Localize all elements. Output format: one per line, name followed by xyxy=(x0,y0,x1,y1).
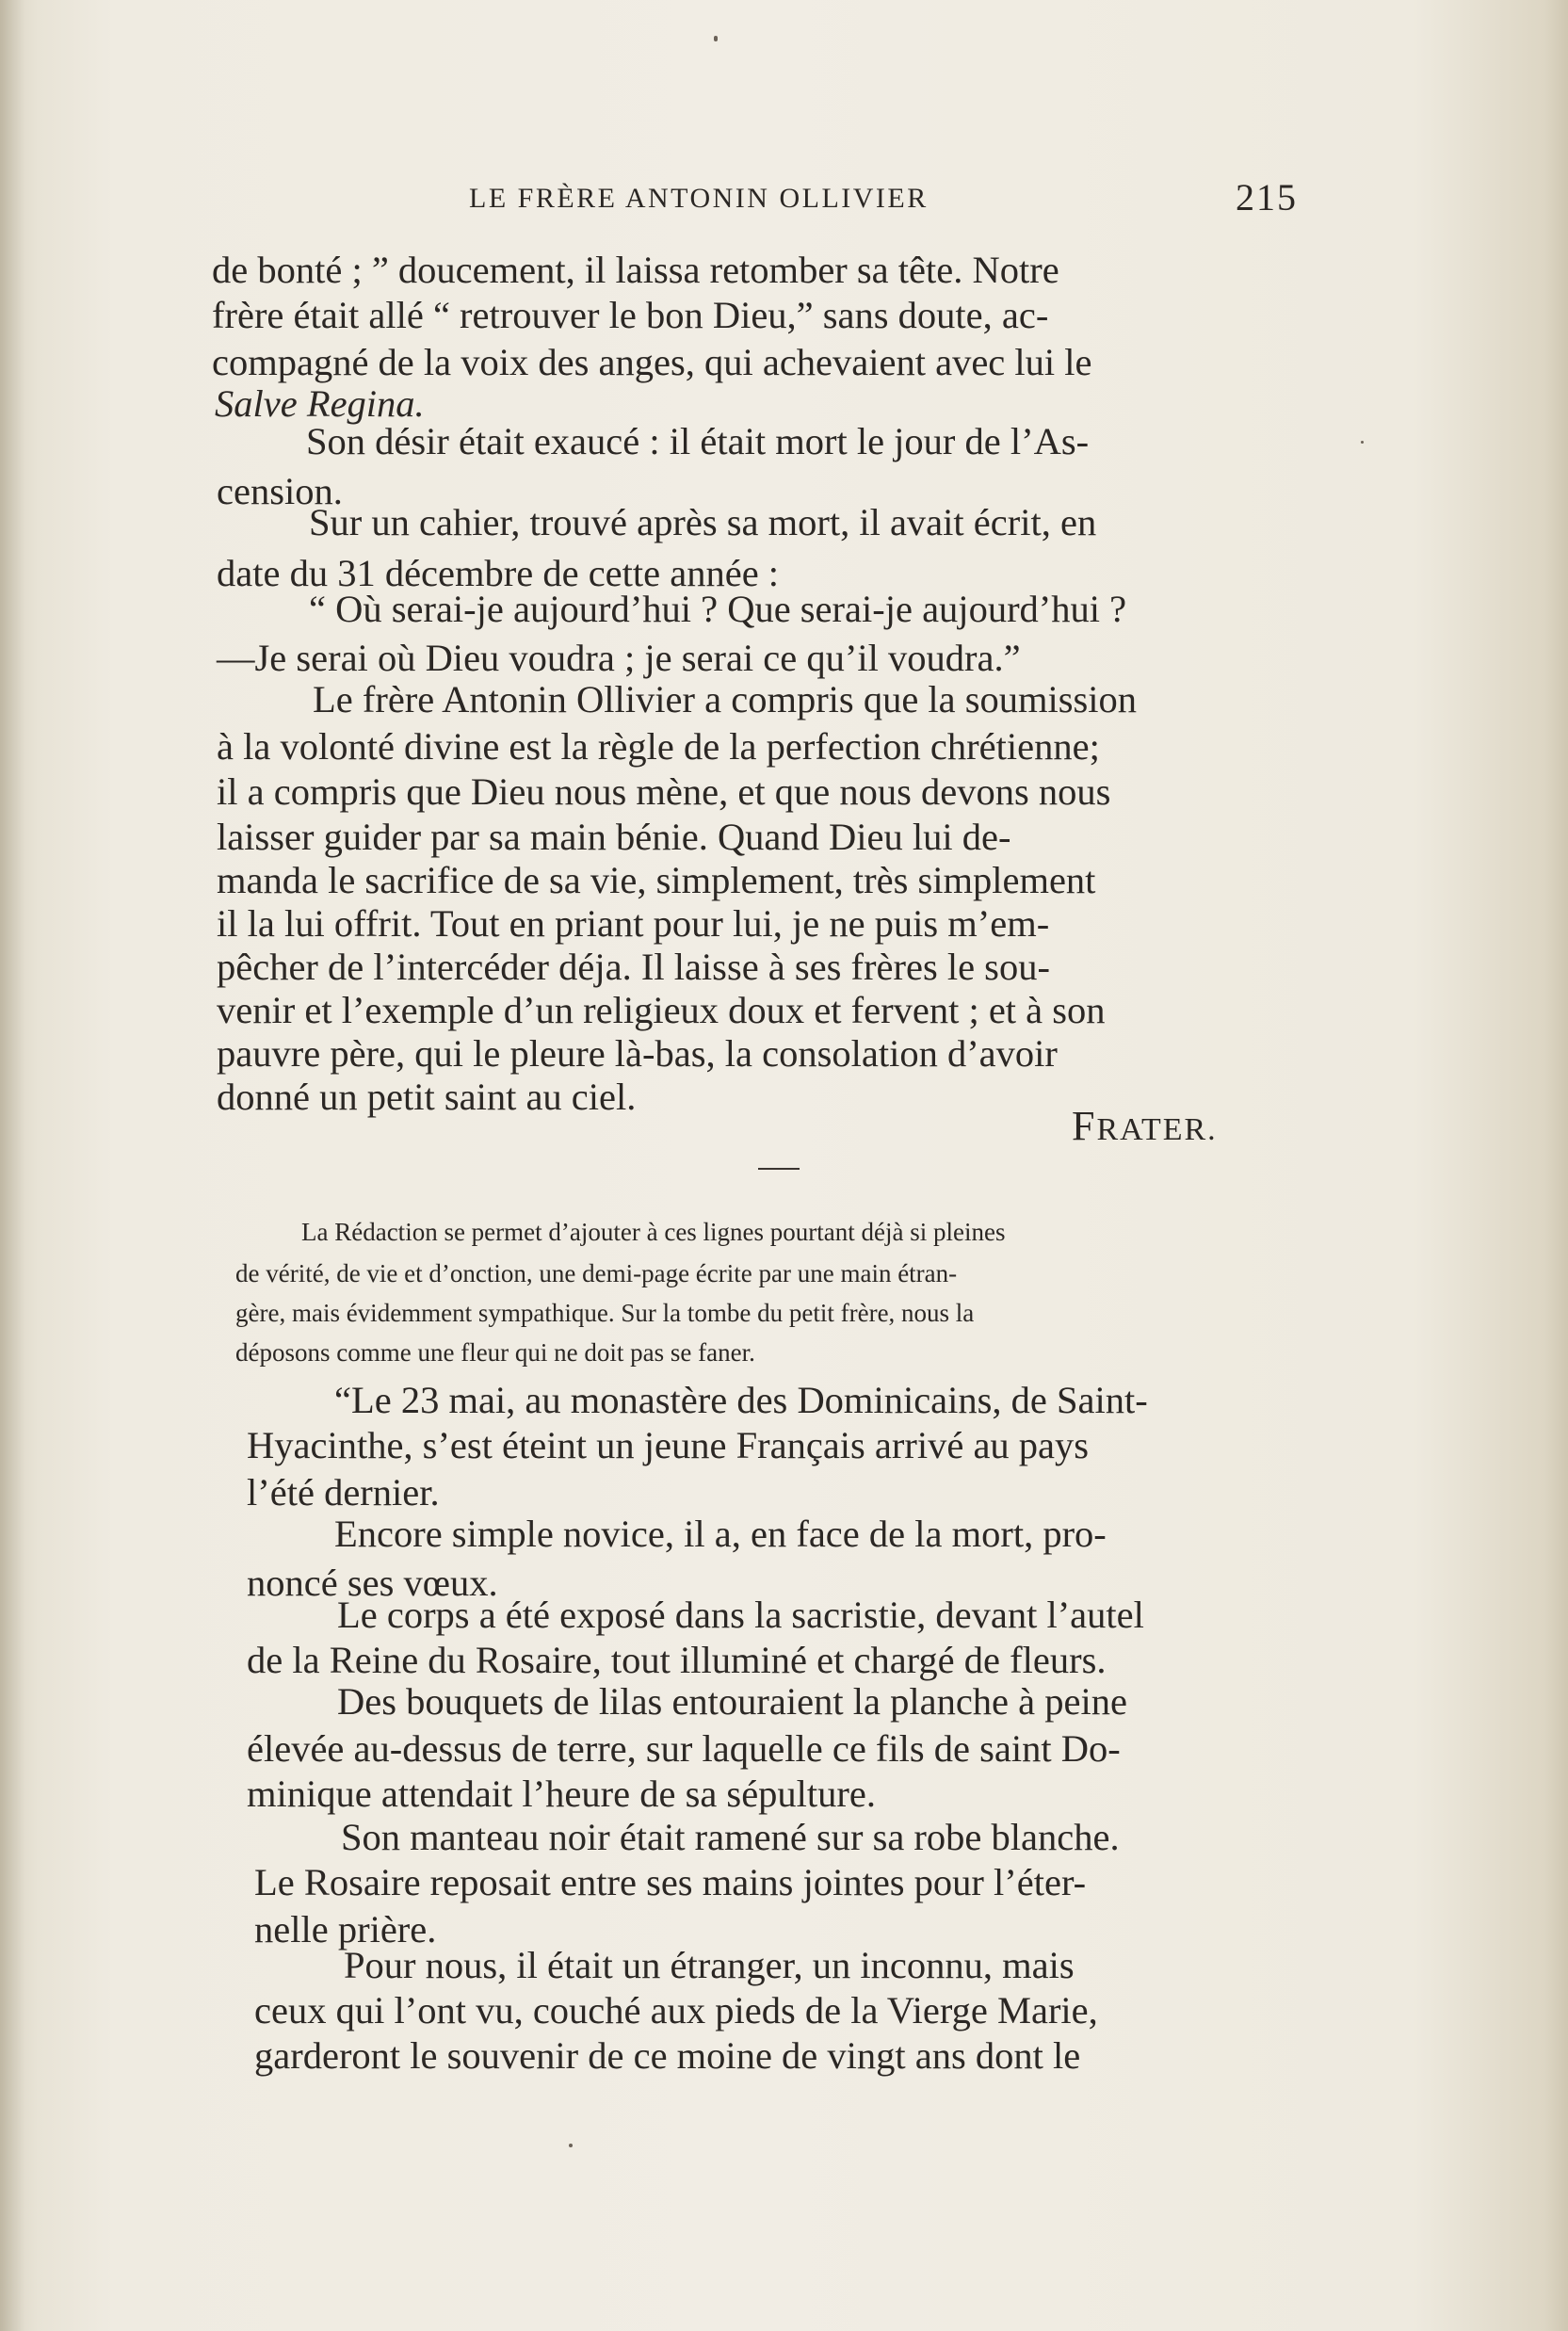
section-divider xyxy=(758,1168,800,1170)
editor-note-line: La Rédaction se permet d’ajouter à ces lignes pourtant déjà si pleines xyxy=(301,1218,1006,1246)
text-line: —Je serai où Dieu voudra ; je serai ce qu’il voudra.” xyxy=(217,637,1021,679)
paper-speck xyxy=(714,36,718,41)
text-line: compagné de la voix des anges, qui achevaient avec lui le xyxy=(212,341,1092,383)
quote-line: Pour nous, il était un étranger, un inconnu, mais xyxy=(344,1944,1075,1986)
page-header xyxy=(469,175,1298,222)
quote-line: élevée au-dessus de terre, sur laquelle ce fils de saint Do- xyxy=(247,1727,1121,1770)
quote-line: Le corps a été exposé dans la sacristie, devant l’autel xyxy=(337,1594,1144,1636)
quote-line: l’été dernier. xyxy=(247,1471,440,1514)
text-line: venir et l’exemple d’un religieux doux et fervent ; et à son xyxy=(217,989,1106,1031)
quote-line: Le Rosaire reposait entre ses mains jointes pour l’éter- xyxy=(254,1861,1087,1903)
page-gutter-shadow xyxy=(0,0,24,2331)
text-line: il a compris que Dieu nous mène, et que nous devons nous xyxy=(217,770,1111,813)
editor-note-line: déposons comme une fleur qui ne doit pas se faner. xyxy=(235,1338,755,1367)
text-line: laisser guider par sa main bénie. Quand Dieu lui de- xyxy=(217,816,1011,858)
running-title: LE FRÈRE ANTONIN OLLIVIER xyxy=(469,183,929,214)
quote-line: nelle prière. xyxy=(254,1908,437,1951)
text-line: “ Où serai-je aujourd’hui ? Que serai-je aujourd’hui ? xyxy=(309,588,1127,630)
text-line: manda le sacrifice de sa vie, simplement, très simplement xyxy=(217,859,1096,901)
signature-rest: RATER. xyxy=(1096,1112,1218,1147)
quote-line: Des bouquets de lilas entouraient la planche à peine xyxy=(337,1680,1127,1723)
editor-note-line: de vérité, de vie et d’onction, une demi-page écrite par une main étran- xyxy=(235,1259,958,1287)
quote-line: Son manteau noir était ramené sur sa robe blanche. xyxy=(341,1816,1120,1858)
quote-line: “Le 23 mai, au monastère des Dominicains, de Saint- xyxy=(334,1379,1148,1421)
text-line: à la volonté divine est la règle de la perfection chrétienne; xyxy=(217,725,1100,768)
text-line: cension. xyxy=(217,470,343,512)
quote-line: ceux qui l’ont vu, couché aux pieds de la Vierge Marie, xyxy=(254,1989,1098,2032)
quote-line: noncé ses vœux. xyxy=(247,1562,498,1604)
text-line: frère était allé “ retrouver le bon Dieu,” sans doute, ac- xyxy=(212,294,1049,336)
text-line: date du 31 décembre de cette année : xyxy=(217,552,780,594)
paper-speck xyxy=(569,2144,573,2147)
signature-initial: F xyxy=(1072,1103,1097,1149)
paper-speck xyxy=(1361,441,1364,444)
text-line: Son désir était exaucé : il était mort le jour de l’As- xyxy=(306,420,1090,462)
page-number: 215 xyxy=(1236,176,1298,219)
text-line: donné un petit saint au ciel. xyxy=(217,1076,637,1118)
quote-line: de la Reine du Rosaire, tout illuminé et chargé de fleurs. xyxy=(247,1639,1107,1681)
quote-line: Hyacinthe, s’est éteint un jeune Français arrivé au pays xyxy=(247,1424,1090,1466)
text-line: Sur un cahier, trouvé après sa mort, il avait écrit, en xyxy=(309,501,1097,543)
text-line: pêcher de l’intercéder déja. Il laisse à ses frères le sou- xyxy=(217,946,1050,988)
text-line: pauvre père, qui le pleure là-bas, la consolation d’avoir xyxy=(217,1032,1058,1075)
editor-note-line: gère, mais évidemment sympathique. Sur la tombe du petit frère, nous la xyxy=(235,1299,975,1327)
quote-line: garderont le souvenir de ce moine de vingt ans dont le xyxy=(254,2034,1081,2077)
text-line: de bonté ; ” doucement, il laissa retomber sa tête. Notre xyxy=(212,249,1059,291)
signature xyxy=(1072,1102,1218,1150)
salve-regina-title: Salve Regina. xyxy=(215,382,425,425)
text-line: il la lui offrit. Tout en priant pour lui, je ne puis m’em- xyxy=(217,902,1050,945)
quote-line: minique attendait l’heure de sa sépulture. xyxy=(247,1773,877,1815)
quote-line: Encore simple novice, il a, en face de la mort, pro- xyxy=(334,1513,1107,1555)
text-line: Le frère Antonin Ollivier a compris que la soumission xyxy=(313,678,1138,720)
